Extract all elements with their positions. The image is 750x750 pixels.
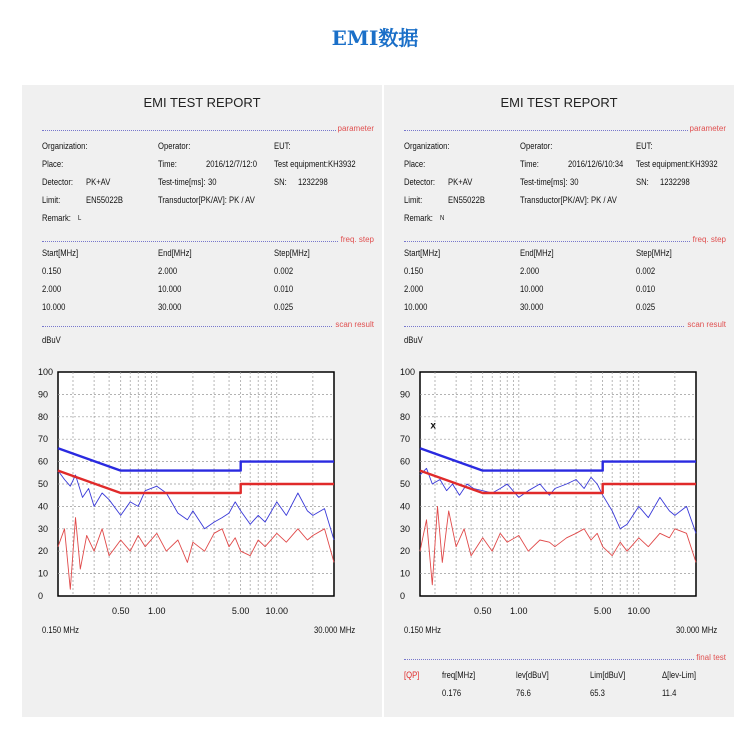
freq-cell: 10.000 <box>404 302 428 312</box>
final-header-delta: Δ[lev-Lim] <box>662 670 697 680</box>
x-tick-label: 5.00 <box>593 606 612 616</box>
section-label: freq. step <box>692 235 726 244</box>
freq-header-start: Start[MHz] <box>404 248 441 258</box>
organization-label: Organization: <box>404 141 450 151</box>
report-panel-left <box>22 85 382 717</box>
y-tick-label: 50 <box>38 479 49 489</box>
report-title: EMI TEST REPORT <box>500 95 618 110</box>
final-test-detector: [QP] <box>404 670 420 680</box>
x-tick-label: 0.50 <box>111 606 130 616</box>
detector-label: Detector: <box>42 177 74 187</box>
transducer-label: Transductor[PK/AV]: PK / AV <box>520 195 617 205</box>
freq-cell: 0.002 <box>636 266 656 276</box>
x-tick-label: 1.00 <box>148 606 166 616</box>
freq-end-label: 30.000 MHz <box>314 625 356 635</box>
equipment-label: Test equipment:KH3932 <box>636 159 718 169</box>
limit-value: EN55022B <box>448 195 486 205</box>
remark-value: L <box>78 215 82 222</box>
test-time-value: 30 <box>570 177 579 187</box>
section-label: scan result <box>687 320 726 329</box>
y-tick-label: 90 <box>38 389 49 400</box>
time-label: Time: <box>520 159 539 169</box>
final-value-limit: 65.3 <box>590 688 605 698</box>
freq-start-label: 0.150 MHz <box>404 625 442 635</box>
freq-cell: 2.000 <box>158 266 178 276</box>
y-tick-label: 40 <box>400 501 411 512</box>
sn-label: SN: <box>274 177 287 187</box>
freq-start-label: 0.150 MHz <box>42 625 80 635</box>
emi-plot-left <box>22 85 382 645</box>
remark-label: Remark: <box>404 213 433 223</box>
report-title: EMI TEST REPORT <box>143 95 261 110</box>
final-value-level: 76.6 <box>516 688 531 698</box>
remark-value: N <box>440 215 445 222</box>
x-tick-label: 10.00 <box>627 606 651 616</box>
final-header-freq: freq[MHz] <box>442 670 476 680</box>
test-time-label: Test-time[ms]: <box>520 177 568 187</box>
freq-cell: 0.010 <box>636 284 656 294</box>
time-value: 2016/12/6/10:34 <box>568 159 624 169</box>
freq-cell: 2.000 <box>520 266 540 276</box>
freq-header-end: End[MHz] <box>520 248 554 258</box>
operator-label: Operator: <box>158 141 191 151</box>
final-header-level: lev[dBuV] <box>516 670 549 680</box>
equipment-label: Test equipment:KH3932 <box>274 159 356 169</box>
y-tick-label: 60 <box>38 456 49 467</box>
section-label: freq. step <box>340 235 374 244</box>
x-tick-label: 0.50 <box>473 606 492 616</box>
freq-cell: 10.000 <box>42 302 66 312</box>
detector-value: PK+AV <box>448 177 473 187</box>
freq-cell: 2.000 <box>404 284 424 294</box>
eut-label: EUT: <box>636 141 653 151</box>
freq-cell: 2.000 <box>42 284 62 294</box>
final-value-freq: 0.176 <box>442 688 462 698</box>
y-tick-label: 20 <box>38 546 49 557</box>
freq-cell: 10.000 <box>520 284 544 294</box>
time-label: Time: <box>158 159 177 169</box>
eut-label: EUT: <box>274 141 291 151</box>
freq-header-step: Step[MHz] <box>274 248 310 258</box>
y-tick-label: 100 <box>38 367 54 377</box>
freq-cell: 0.025 <box>274 302 294 312</box>
organization-label: Organization: <box>42 141 88 151</box>
operator-label: Operator: <box>520 141 553 151</box>
freq-header-start: Start[MHz] <box>42 248 79 258</box>
y-tick-label: 70 <box>38 434 49 445</box>
section-final-test <box>404 653 726 662</box>
y-tick-label: 0 <box>38 591 44 601</box>
emi-plot-right <box>384 85 734 645</box>
freq-header-end: End[MHz] <box>158 248 192 258</box>
test-time-label: Test-time[ms]: <box>158 177 206 187</box>
freq-end-label: 30.000 MHz <box>676 625 718 635</box>
y-tick-label: 10 <box>38 568 49 579</box>
final-header-limit: Lim[dBuV] <box>590 670 626 680</box>
freq-cell: 0.025 <box>636 302 656 312</box>
y-tick-label: 90 <box>400 389 411 400</box>
y-tick-label: 30 <box>400 523 411 534</box>
y-tick-label: 0 <box>400 591 406 601</box>
x-tick-label: 5.00 <box>231 606 250 616</box>
freq-cell: 0.010 <box>274 284 294 294</box>
place-label: Place: <box>42 159 64 169</box>
peak-marker: x <box>430 420 436 432</box>
y-tick-label: 70 <box>400 434 411 445</box>
limit-label: Limit: <box>42 195 61 205</box>
y-tick-label: 20 <box>400 546 411 557</box>
y-unit-label: dBuV <box>42 335 61 345</box>
y-tick-label: 60 <box>400 456 411 467</box>
page-title: EMI数据 <box>331 26 419 50</box>
remark-label: Remark: <box>42 213 71 223</box>
section-label: final test <box>696 653 726 662</box>
report-panel-right <box>384 85 734 717</box>
freq-cell: 0.150 <box>404 266 424 276</box>
transducer-label: Transductor[PK/AV]: PK / AV <box>158 195 255 205</box>
sn-value: 1232298 <box>298 177 328 187</box>
y-tick-label: 100 <box>400 367 416 377</box>
freq-header-step: Step[MHz] <box>636 248 672 258</box>
freq-cell: 30.000 <box>158 302 182 312</box>
limit-label: Limit: <box>404 195 423 205</box>
sn-value: 1232298 <box>660 177 690 187</box>
section-label: parameter <box>337 124 374 133</box>
final-value-delta: 11.4 <box>662 688 677 698</box>
time-value: 2016/12/7/12:0 <box>206 159 258 169</box>
place-label: Place: <box>404 159 426 169</box>
section-label: scan result <box>335 320 374 329</box>
y-tick-label: 10 <box>400 568 411 579</box>
section-label: parameter <box>689 124 726 133</box>
y-tick-label: 80 <box>400 411 411 422</box>
y-tick-label: 30 <box>38 523 49 534</box>
detector-value: PK+AV <box>86 177 111 187</box>
x-tick-label: 10.00 <box>265 606 289 616</box>
sn-label: SN: <box>636 177 649 187</box>
freq-cell: 10.000 <box>158 284 182 294</box>
freq-cell: 0.150 <box>42 266 62 276</box>
detector-label: Detector: <box>404 177 436 187</box>
y-tick-label: 40 <box>38 501 49 512</box>
y-unit-label: dBuV <box>404 335 423 345</box>
limit-value: EN55022B <box>86 195 124 205</box>
y-tick-label: 50 <box>400 479 411 489</box>
freq-cell: 30.000 <box>520 302 544 312</box>
freq-cell: 0.002 <box>274 266 294 276</box>
test-time-value: 30 <box>208 177 217 187</box>
x-tick-label: 1.00 <box>510 606 528 616</box>
y-tick-label: 80 <box>38 411 49 422</box>
